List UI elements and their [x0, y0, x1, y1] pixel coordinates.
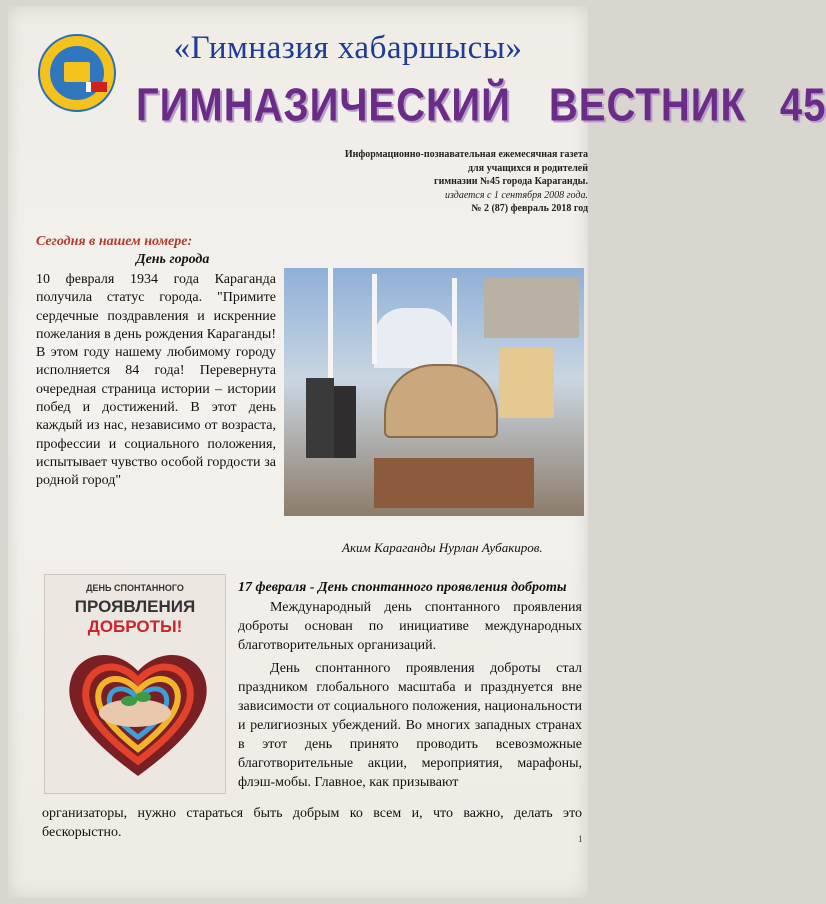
newspaper-info [258, 148, 588, 216]
newspaper-page [8, 6, 826, 898]
gymnasium-logo [38, 34, 116, 112]
paragraph: День спонтанного проявления доброты стал праздником глобального масштаба и празднуется вне зависимости от социального положения, национальности и религиозных убеждений. Во многих западных странах в этот день принято проводить всевозможные благотворительные акции, мероприятия, марафоны, флэш-мобы. Главное, как призывают [238, 661, 582, 790]
title-word-2: ВЕСТНИК [548, 80, 746, 131]
info-line: издается с 1 сентября 2008 года. [445, 189, 588, 201]
city-day-heading: День города [136, 252, 210, 267]
title-kazakh: «Гимназия хабаршысы» [173, 30, 523, 66]
info-line: № 2 (87) февраль 2018 год [471, 203, 588, 214]
karaganda-photo-collage [284, 268, 584, 516]
info-line: для учащихся и родителей [468, 162, 588, 174]
poster-line: ПРОЯВЛЕНИЯ [74, 597, 196, 616]
title-word-1: ГИМНАЗИЧЕСКИЙ [136, 80, 511, 131]
kindness-day-text-end: организаторы, нужно стараться быть добрым ко всем и, что важно, делать это бескорыстно. [42, 806, 582, 840]
poster-line: ДОБРОТЫ! [87, 617, 183, 636]
info-line: гимназии №45 города Караганды. [434, 176, 588, 187]
title-word-3: 45 [779, 80, 826, 131]
in-this-issue-heading: Сегодня в нашем номере: [36, 234, 193, 249]
poster-line: ДЕНЬ СПОНТАННОГО [86, 583, 184, 593]
kindness-day-poster [44, 574, 226, 794]
kindness-day-heading: 17 февраля - День спонтанного проявления доброты [238, 580, 567, 595]
info-line: Информационно-познавательная ежемесячная газета [344, 149, 588, 160]
rainbow-heart-icon [63, 641, 213, 781]
paragraph: Международный день спонтанного проявления доброты основан по инициативе международных благотворительных организаций. [238, 600, 582, 653]
page-number: 1 [578, 834, 583, 844]
title-russian [136, 80, 826, 132]
kindness-day-text [238, 598, 582, 792]
akim-caption: Аким Караганды Нурлан Аубакиров. [342, 540, 543, 555]
city-day-text: 10 февраля 1934 года Караганда получила статус города. "Примите сердечные поздравления и искренние пожелания в день рождения Караганды! В этом году нашему любимому городу исполняется 84 года! Перевернута очередная страница истории – истории побед и достижений. В этот день каждый из нас, независимо от возраста, профессии и социального положения, испытывает чувство особой гордости за родной город" [36, 272, 276, 489]
